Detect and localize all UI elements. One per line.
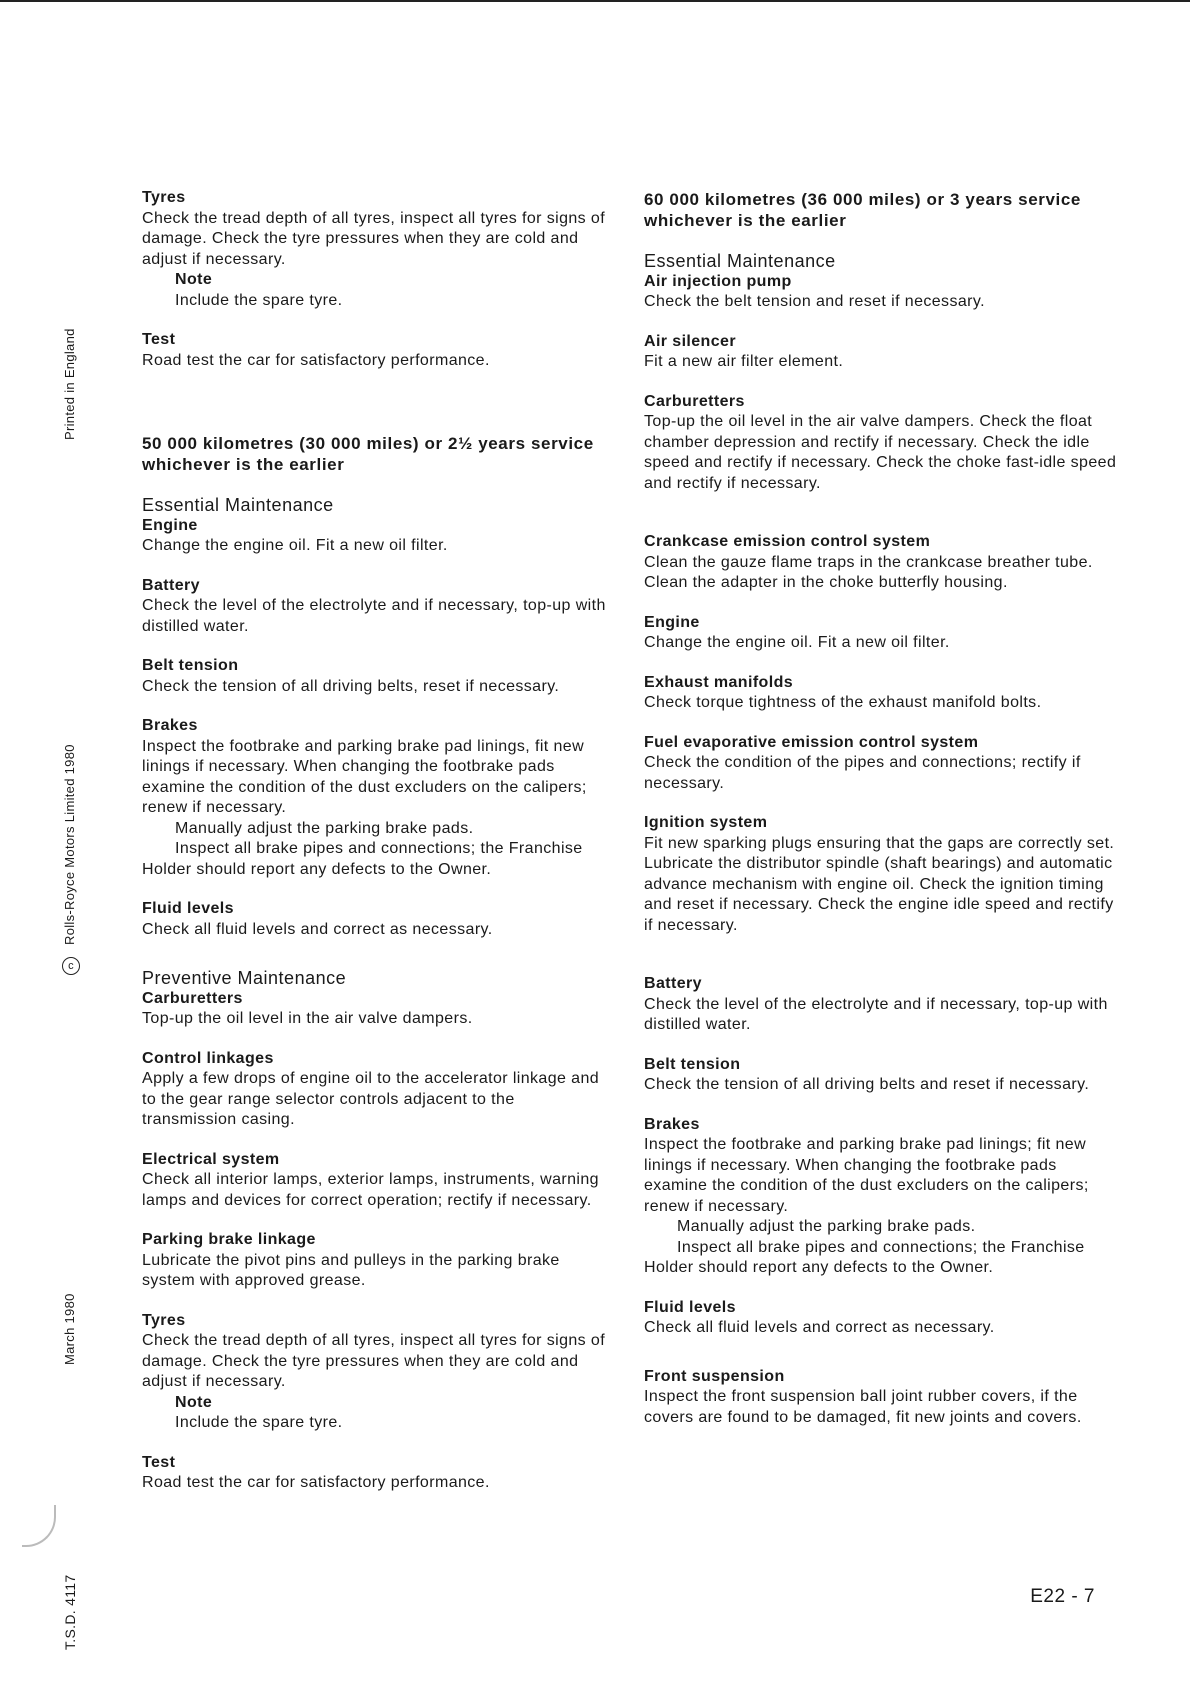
section-body: Change the engine oil. Fit a new oil filter. xyxy=(644,634,950,651)
section-title: Ignition system xyxy=(644,814,768,831)
date-label: March 1980 xyxy=(62,1293,77,1365)
section-title: Carburetters xyxy=(142,989,243,1007)
tyres-section xyxy=(142,188,612,311)
section-title: Parking brake linkage xyxy=(142,1231,316,1248)
test-section xyxy=(142,330,612,371)
section-title: Test xyxy=(142,1453,176,1471)
section-title: Electrical system xyxy=(142,1150,280,1168)
section-body: Check all fluid levels and correct as necessary. xyxy=(644,1319,995,1336)
section-body: Top-up the oil level in the air valve dampers. xyxy=(142,1010,473,1027)
section-body: Check the level of the electrolyte and if necessary, top-up with distilled water. xyxy=(644,995,1108,1033)
note-label: Note xyxy=(175,271,213,288)
section-body: Clean the gauze flame traps in the crankcase breather tube. Clean the adapter in the choke butterfly housing. xyxy=(644,553,1093,591)
engine-section xyxy=(644,613,1124,654)
control-section xyxy=(142,1049,612,1131)
top-border xyxy=(0,0,1190,2)
section-body: Check all interior lamps, exterior lamps, instruments, warning lamps and devices for correct operation; rectify if necessary. xyxy=(142,1171,599,1209)
fuel-section xyxy=(644,733,1124,795)
crankcase-section xyxy=(644,532,1124,594)
parking-section xyxy=(142,1230,612,1292)
section-title: Carburetters xyxy=(644,392,745,410)
section-body: Inspect the front suspension ball joint rubber covers, if the covers are found to be damaged, fit new joints and covers. xyxy=(644,1388,1082,1426)
note-label: Note xyxy=(175,1393,213,1411)
section-title: Battery xyxy=(142,576,200,594)
section-title: Belt tension xyxy=(644,1055,741,1073)
section-title: Air injection pump xyxy=(644,272,792,290)
carburetters-section xyxy=(142,989,612,1030)
section-body: Check all fluid levels and correct as necessary. xyxy=(142,920,493,938)
section-title: Engine xyxy=(142,516,198,534)
section-title: Test xyxy=(142,331,176,348)
section-title: Battery xyxy=(644,975,702,992)
belt-section xyxy=(644,1055,1124,1096)
section-title: Tyres xyxy=(142,1311,186,1329)
section-body: Check the tension of all driving belts and reset if necessary. xyxy=(644,1076,1090,1093)
section-title: Tyres xyxy=(142,189,186,206)
heading-text: 60 000 kilometres (36 000 miles) or 3 years service whichever is the earlier xyxy=(644,190,1081,230)
section-title: Fluid levels xyxy=(142,900,234,917)
section-body: Change the engine oil. Fit a new oil filter. xyxy=(142,537,448,554)
section-body: Check the belt tension and reset if necessary. xyxy=(644,293,985,310)
heading-text: 50 000 kilometres (30 000 miles) or 2½ years service whichever is the earlier xyxy=(142,434,594,474)
fluid-section xyxy=(644,1298,1124,1339)
essential-heading: Essential Maintenance xyxy=(142,495,334,515)
scan-mark xyxy=(22,1505,56,1547)
exhaust-section xyxy=(644,673,1124,714)
page-number: E22 - 7 xyxy=(1030,1586,1095,1607)
section-paragraph: Inspect all brake pipes and connections; the Franchise Holder should report any defects to the Owner. xyxy=(644,1238,1085,1276)
section-title: Crankcase emission control system xyxy=(644,533,931,550)
tyres-section xyxy=(142,1311,612,1434)
copyright-text: Rolls-Royce Motors Limited 1980 xyxy=(62,744,77,945)
section-title: Engine xyxy=(644,613,700,631)
fluid-section xyxy=(142,899,612,940)
test-section xyxy=(142,1453,612,1494)
preventive-heading: Preventive Maintenance xyxy=(142,968,347,988)
essential-heading: Essential Maintenance xyxy=(644,251,836,271)
note-text: Include the spare tyre. xyxy=(175,291,343,309)
battery-section xyxy=(142,576,612,638)
section-title: Control linkages xyxy=(142,1049,274,1067)
section-body: Check torque tightness of the exhaust manifold bolts. xyxy=(644,694,1042,711)
front-suspension-section xyxy=(644,1367,1124,1429)
service-heading xyxy=(142,433,612,475)
section-paragraph: Manually adjust the parking brake pads. xyxy=(175,819,474,837)
battery-section xyxy=(644,974,1124,1036)
section-title: Fuel evaporative emission control system xyxy=(644,733,979,751)
section-body: Fit new sparking plugs ensuring that the gaps are correctly set. Lubricate the distributor spindle (shaft bearings) and automatic advance mechanism with engine oil. Check the ignition timing and reset if necessary. Check the engine idle speed and rectify if necessary. xyxy=(644,834,1115,934)
right-column xyxy=(644,189,1124,1428)
engine-section xyxy=(142,516,612,557)
ignition-section xyxy=(644,813,1124,936)
air-silencer-section xyxy=(644,332,1124,373)
service-heading xyxy=(644,189,1124,231)
electrical-section xyxy=(142,1150,612,1212)
copyright-icon: c xyxy=(62,957,80,975)
tsd-label: T.S.D. 4117 xyxy=(62,1574,78,1650)
copyright-notice xyxy=(62,744,80,975)
section-title: Air silencer xyxy=(644,332,736,350)
printed-in-label: Printed in England xyxy=(62,328,77,440)
section-body: Road test the car for satisfactory performance. xyxy=(142,1474,490,1491)
carburetters-section xyxy=(644,392,1124,495)
section-body: Apply a few drops of engine oil to the accelerator linkage and to the gear range selector controls adjacent to the transmission casing. xyxy=(142,1070,600,1128)
belt-section xyxy=(142,656,612,697)
section-body: Fit a new air filter element. xyxy=(644,353,844,370)
section-paragraph: Inspect all brake pipes and connections; the Franchise Holder should report any defects to the Owner. xyxy=(142,840,583,878)
section-body: Check the condition of the pipes and connections; rectify if necessary. xyxy=(644,754,1081,792)
section-body: Inspect the footbrake and parking brake pad linings; fit new linings if necessary. When changing the footbrake pads examine the condition of the dust excluders on the calipers; renew if necessary. xyxy=(644,1136,1089,1215)
section-paragraph: Manually adjust the parking brake pads. xyxy=(677,1218,976,1235)
note-text: Include the spare tyre. xyxy=(175,1414,343,1431)
section-title: Fluid levels xyxy=(644,1298,736,1316)
section-body: Check the tread depth of all tyres, inspect all tyres for signs of damage. Check the tyre pressures when they are cold and adjust if necessary. xyxy=(142,1332,606,1390)
brakes-section xyxy=(142,716,612,880)
section-title: Front suspension xyxy=(644,1367,785,1385)
section-title: Brakes xyxy=(142,717,198,734)
section-body: Lubricate the pivot pins and pulleys in the parking brake system with approved grease. xyxy=(142,1251,560,1289)
section-body: Check the tread depth of all tyres, inspect all tyres for signs of damage. Check the tyre pressures when they are cold and adjust if necessary. xyxy=(142,209,606,268)
air-pump-section xyxy=(644,272,1124,313)
section-body: Top-up the oil level in the air valve dampers. Check the float chamber depression and rectify if necessary. Check the idle speed and rectify if necessary. Check the choke fast-idle speed and rectify if necessary. xyxy=(644,413,1117,492)
brakes-section xyxy=(644,1115,1124,1279)
section-title: Belt tension xyxy=(142,657,239,674)
section-body: Check the level of the electrolyte and if necessary, top-up with distilled water. xyxy=(142,597,606,635)
section-body: Inspect the footbrake and parking brake pad linings, fit new linings if necessary. When changing the footbrake pads examine the condition of the dust excluders on the calipers; renew if necessary. xyxy=(142,737,587,816)
section-title: Brakes xyxy=(644,1115,700,1133)
left-column xyxy=(142,188,612,1494)
section-title: Exhaust manifolds xyxy=(644,673,794,691)
section-body: Road test the car for satisfactory performance. xyxy=(142,351,490,369)
section-body: Check the tension of all driving belts, reset if necessary. xyxy=(142,677,560,695)
